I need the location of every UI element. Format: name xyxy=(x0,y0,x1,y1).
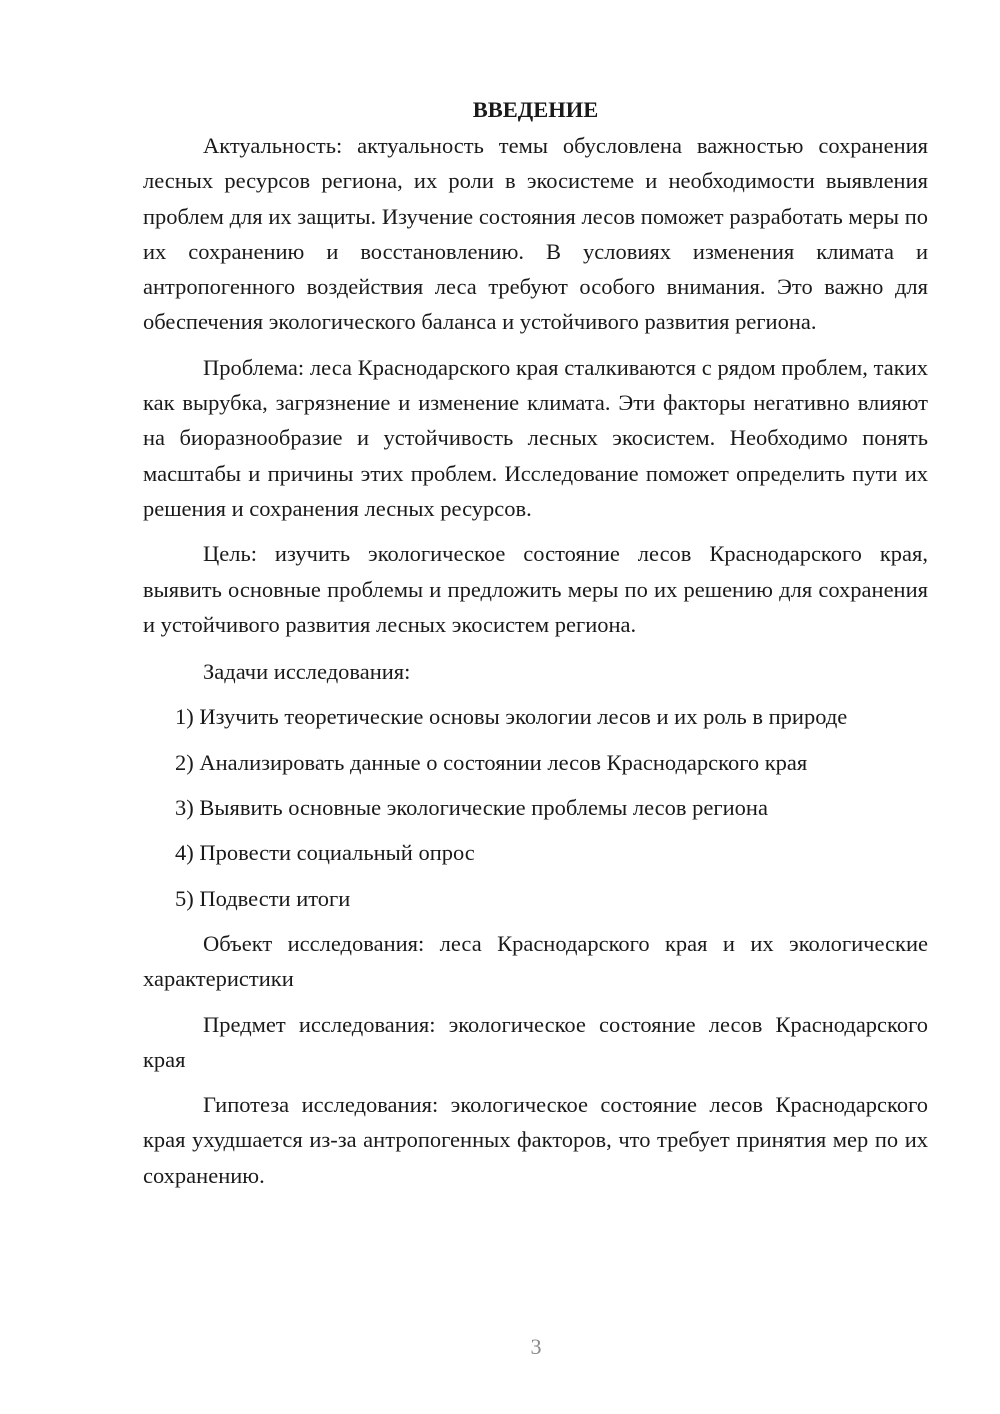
problem-paragraph: Проблема: леса Краснодарского края сталкиваются с рядом проблем, таких как вырубка, загрязнение и изменение климата. Эти факторы негативно влияют на биоразнообразие и устойчивость лесных экосистем. Необходимо понять масштабы и причины этих проблем. Исследование поможет определить пути их решения и сохранения лесных ресурсов. xyxy=(143,354,928,521)
task-item: 2) Анализировать данные о состоянии лесов Краснодарского края xyxy=(175,749,808,775)
relevance-paragraph: Актуальность: актуальность темы обусловлена важностью сохранения лесных ресурсов региона, их роли в экосистеме и необходимости выявления проблем для их защиты. Изучение состояния лесов поможет разработать меры по их сохранению и восстановлению. В условиях изменения климата и антропогенного воздействия леса требуют особого внимания. Это важно для обеспечения экологического баланса и устойчивого развития региона. xyxy=(143,133,928,335)
tasks-heading: Задачи исследования: xyxy=(203,659,411,685)
page-content xyxy=(143,92,928,1203)
task-item: 5) Подвести итоги xyxy=(175,885,351,911)
object-paragraph: Объект исследования: леса Краснодарского края и их экологические характеристики xyxy=(143,930,928,992)
page-number: 3 xyxy=(530,1334,542,1359)
task-item: 3) Выявить основные экологические проблемы лесов региона xyxy=(175,795,768,821)
goal-paragraph: Цель: изучить экологическое состояние лесов Краснодарского края, выявить основные проблемы и предложить меры по их решению для сохранения и устойчивого развития лесных экосистем региона. xyxy=(143,541,928,637)
task-item: 4) Провести социальный опрос xyxy=(175,840,475,866)
hypothesis-paragraph: Гипотеза исследования: экологическое состояние лесов Краснодарского края ухудшается из-за антропогенных факторов, что требует принятия мер по их сохранению. xyxy=(143,1092,928,1188)
page-title: ВВЕДЕНИЕ xyxy=(472,97,599,122)
tasks-list xyxy=(143,699,928,915)
task-item: 1) Изучить теоретические основы экологии лесов и их роль в природе xyxy=(175,704,848,730)
subject-paragraph: Предмет исследования: экологическое состояние лесов Краснодарского края xyxy=(143,1011,928,1072)
